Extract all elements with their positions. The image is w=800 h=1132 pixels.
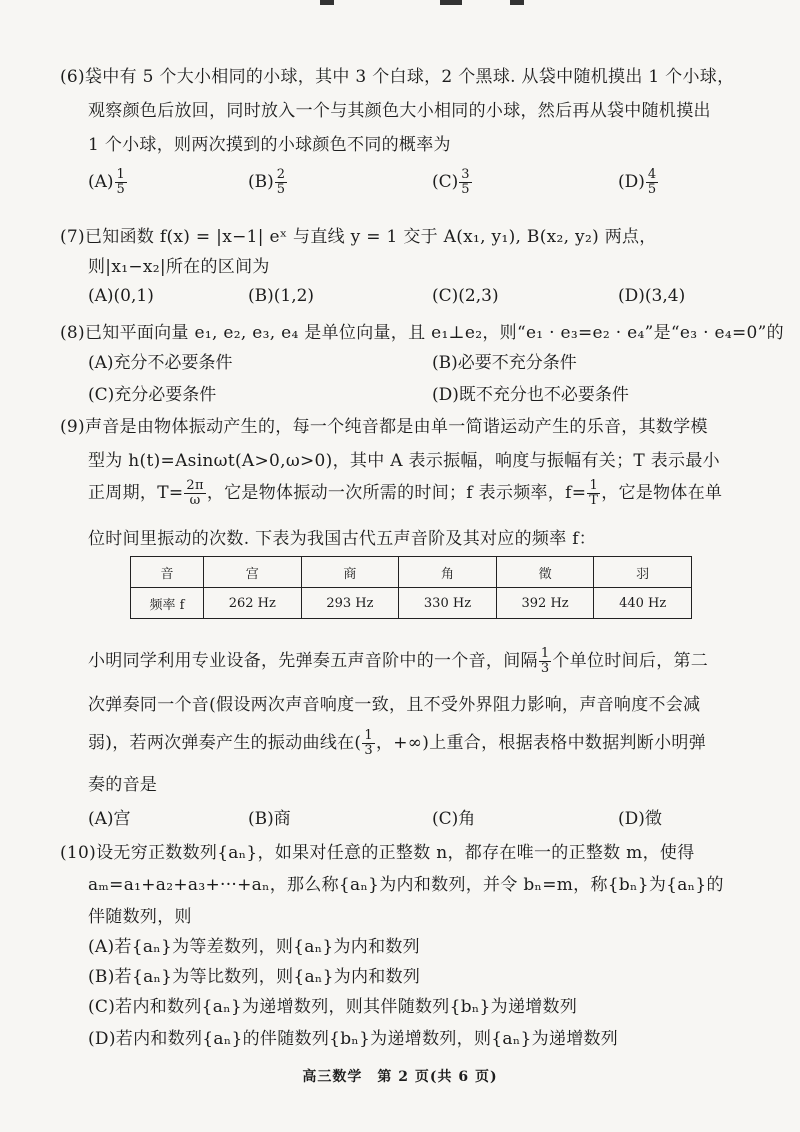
q7-option-a: (A)(0,1)	[88, 286, 154, 306]
top-scan-marks	[300, 0, 560, 6]
q10-line-1: (10)设无穷正数数列{aₙ}，如果对任意的正整数 n，都存在唯一的正整数 m，使得	[60, 843, 695, 863]
q10-option-b: (B)若{aₙ}为等比数列，则{aₙ}为内和数列	[88, 967, 421, 987]
table-cell: 徵	[496, 557, 594, 588]
q7-line-1: (7)已知函数 f(x) = |x−1| eˣ 与直线 y = 1 交于 A(x₁, y₁), B(x₂, y₂) 两点，	[60, 227, 657, 247]
table-cell: 商	[301, 557, 399, 588]
page-footer: 高三数学 第 2 页(共 6 页)	[302, 1069, 498, 1085]
q7-option-b: (B)(1,2)	[248, 286, 315, 306]
q8-line: (8)已知平面向量 e₁, e₂, e₃, e₄ 是单位向量，且 e₁⊥e₂，则“e₁ · e₃=e₂ · e₄”是“e₃ · e₄=0”的	[60, 323, 784, 343]
q9-option-c: (C)角	[432, 809, 476, 829]
q8-option-c: (C)充分必要条件	[88, 385, 217, 405]
q10-line-2: aₘ=a₁+a₂+a₃+···+aₙ，那么称{aₙ}为内和数列，并令 bₙ=m，称{bₙ}为{aₙ}的	[88, 875, 724, 895]
table-cell: 音	[131, 557, 204, 588]
q9-after-4: 奏的音是	[88, 775, 158, 795]
range-fraction: $\frac{1}{3}$	[364, 728, 373, 758]
table-cell: 330 Hz	[399, 588, 497, 619]
table-cell: 角	[399, 557, 497, 588]
q9-option-d: (D)徵	[618, 809, 662, 829]
table-cell: 频率 f	[131, 588, 204, 619]
q9-after-2: 次弹奏同一个音(假设两次声音响度一致，且不受外界阻力影响，声音响度不会减	[88, 695, 701, 715]
q9-after-3: 弱)，若两次弹奏产生的振动曲线在( $\frac{1}{3}$ ，+∞)上重合，根据表格中数据判断小明弹	[88, 728, 706, 758]
q9-after-1: 小明同学利用专业设备，先弹奏五声音阶中的一个音，间隔 $\frac{1}{3}$ 个单位时间后，第二	[88, 646, 709, 676]
q7-option-c: (C)(2,3)	[432, 286, 499, 306]
q6-line-3: 1 个小球，则两次摸到的小球颜色不同的概率为	[88, 135, 451, 155]
q9-line-2: 型为 h(t)=Asinωt(A>0,ω>0)，其中 A 表示振幅，响度与振幅有关；T 表示最小	[88, 451, 720, 471]
table-cell: 宫	[204, 557, 302, 588]
period-fraction: $\frac{2\pi}{\omega}$	[186, 478, 204, 508]
table-row	[131, 588, 692, 619]
q8-option-a: (A)充分不必要条件	[88, 353, 233, 373]
q9-option-b: (B)商	[248, 809, 291, 829]
q10-option-d: (D)若内和数列{aₙ}的伴随数列{bₙ}为递增数列，则{aₙ}为递增数列	[88, 1029, 619, 1049]
q7-option-d: (D)(3,4)	[618, 286, 686, 306]
table-cell: 440 Hz	[594, 588, 692, 619]
table-cell: 293 Hz	[301, 588, 399, 619]
q6-line-2: 观察颜色后放回，同时放入一个与其颜色大小相同的小球，然后再从袋中随机摸出	[88, 101, 711, 121]
q6-line-1: (6)袋中有 5 个大小相同的小球，其中 3 个白球，2 个黑球. 从袋中随机摸出 1 个小球，	[60, 67, 735, 87]
interval-fraction: $\frac{1}{3}$	[540, 646, 550, 676]
q9-line-3: 正周期，T= $\frac{2\pi}{\omega}$ ，它是物体振动一次所需的时间；f 表示频率，f= $\frac{1}{T}$ ，它是物体在单	[88, 478, 723, 508]
q10-option-c: (C)若内和数列{aₙ}为递增数列，则其伴随数列{bₙ}为递增数列	[88, 997, 578, 1017]
q8-option-b: (B)必要不充分条件	[432, 353, 577, 373]
q9-line-4: 位时间里振动的次数. 下表为我国古代五声音阶及其对应的频率 f：	[88, 529, 597, 549]
q7-line-2: 则|x₁−x₂|所在的区间为	[88, 257, 270, 277]
table-cell: 262 Hz	[204, 588, 302, 619]
q6-option-a: (A) $\frac{1}{5}$	[88, 167, 125, 197]
frequency-fraction: $\frac{1}{T}$	[589, 478, 599, 508]
q9-line-1: (9)声音是由物体振动产生的，每一个纯音都是由单一简谐运动产生的乐音，其数学模	[60, 417, 708, 437]
q10-option-a: (A)若{aₙ}为等差数列，则{aₙ}为内和数列	[88, 937, 420, 957]
frequency-table	[130, 556, 692, 619]
q6-option-b: (B) $\frac{2}{5}$	[248, 167, 286, 197]
table-cell: 392 Hz	[496, 588, 594, 619]
table-header-row	[131, 557, 692, 588]
q6-option-c: (C) $\frac{3}{5}$	[432, 167, 470, 197]
q8-option-d: (D)既不充分也不必要条件	[432, 385, 629, 405]
q10-line-3: 伴随数列，则	[88, 907, 192, 927]
q6-option-d: (D) $\frac{4}{5}$	[618, 167, 657, 197]
table-cell: 羽	[594, 557, 692, 588]
q9-option-a: (A)宫	[88, 809, 131, 829]
